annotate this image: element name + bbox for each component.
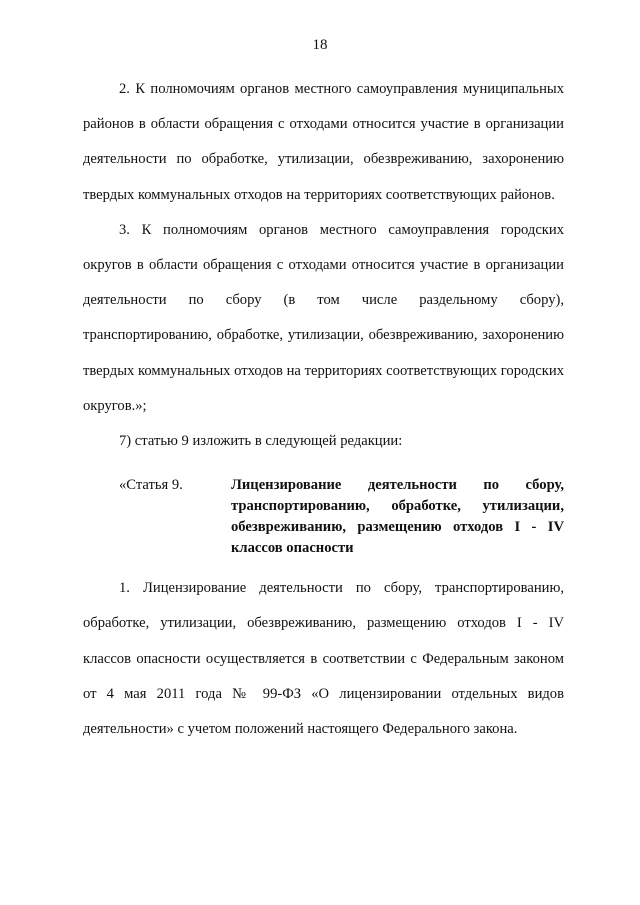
paragraph-amendment-7: 7) статью 9 изложить в следующей редакции: bbox=[119, 433, 403, 450]
page-number: 18 bbox=[312, 37, 328, 53]
paragraph-article-9-item-1: 1. Лицензирование деятельности по сбору, транспортированию, обработке, утилизации, обезвреживанию, размещению отходов I - IV классов опасности осуществляется в соответствии с Федеральным законом от 4 мая 2011 года № 99-ФЗ «О лицензировании отдельных видов деятельности» с учетом положений настоящего Федерального закона. bbox=[83, 580, 564, 738]
document-body bbox=[83, 72, 564, 747]
paragraph-item-3: 3. К полномочиям органов местного самоуправления городских округов в области обращения с отходами относится участие в организации деятельности по сбору (в том числе раздельному сбору), транспортированию, обработке, утилизации, обезвреживанию, захоронению твердых коммунальных отходов на территориях соответствующих городских округов.»; bbox=[83, 221, 564, 414]
paragraph-item-2: 2. К полномочиям органов местного самоуправления муниципальных районов в области обращения с отходами относится участие в организации деятельности по обработке, утилизации, обезвреживанию, захоронению твердых коммунальных отходов на территориях соответствующих районов. bbox=[83, 81, 564, 203]
article-label: «Статья 9. bbox=[119, 477, 183, 494]
article-title: Лицензирование деятельности по сбору, транспортированию, обработке, утилизации, обезвреживанию, размещению отходов I - IV классов опасности bbox=[231, 477, 564, 557]
article-heading bbox=[83, 475, 564, 557]
